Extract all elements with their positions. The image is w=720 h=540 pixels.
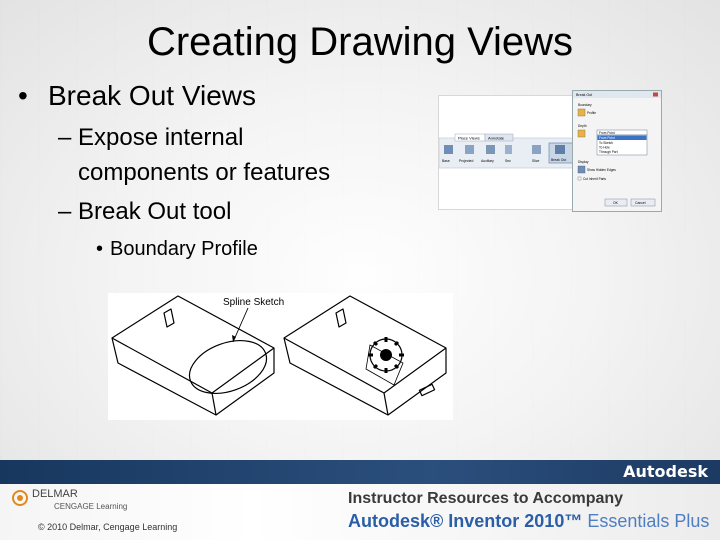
ribbon-screenshot-graphic: [439, 96, 577, 209]
dialog-depth-label: Depth: [578, 124, 587, 128]
slide-title: Creating Drawing Views: [146, 20, 574, 64]
dialog-display-label: Display: [578, 160, 589, 164]
right-part-outline: [284, 296, 446, 415]
dialog-graphic: [573, 91, 661, 211]
bullet-text: Boundary Profile: [110, 238, 258, 260]
dialog-auto-option: Cut Inherit Parts: [583, 177, 607, 181]
autodesk-logo: Autodesk: [623, 462, 708, 481]
dialog-depth-option: Through Part: [599, 150, 618, 154]
gear-cutaway: [366, 337, 404, 385]
ribbon-tab-place-views: Place Views: [458, 135, 480, 141]
dialog-depth-select: From Point: [599, 131, 615, 135]
bullet-text: Expose internal: [78, 124, 244, 151]
dialog-profile-label: Profile: [587, 111, 597, 115]
dialog-depth-option: To Sketch: [599, 141, 613, 145]
ribbon-tab-annotate: Annotate: [488, 135, 505, 141]
bullet-text: components or features: [78, 159, 331, 186]
dialog-boundary-label: Boundary: [578, 103, 592, 107]
ribbon-tool-label: Sec: [505, 159, 511, 163]
bullet-marker: –: [58, 198, 72, 225]
ribbon-tool-label: Projected: [459, 159, 474, 163]
copyright-text: © 2010 Delmar, Cengage Learning: [38, 522, 178, 532]
footer-banner: [0, 460, 720, 540]
left-part-outline: [112, 296, 274, 415]
spline-sketch-label: Spline Sketch: [223, 297, 285, 308]
product-title-bold: Autodesk® Inventor 2010™: [348, 511, 583, 531]
product-title: [348, 510, 709, 532]
ribbon-screenshot: [438, 95, 578, 210]
instructor-resources-text: Instructor Resources to Accompany: [348, 490, 624, 507]
delmar-wordmark: DELMAR: [32, 488, 78, 500]
dialog-display-option: Show Hidden Edges: [587, 168, 616, 172]
product-title-light: Essentials Plus: [587, 511, 710, 531]
footer-top-strip: [0, 460, 720, 484]
cengage-wordmark: CENGAGE Learning: [54, 502, 128, 511]
ribbon-tool-label: Auxiliary: [481, 159, 494, 163]
dialog-ok-button: OK: [613, 201, 618, 205]
dialog-depth-option: From Point: [599, 136, 615, 140]
dialog-title: Break Out: [576, 93, 593, 97]
breakout-dialog-screenshot: [572, 90, 662, 212]
ribbon-tool-label: Break Out: [551, 158, 567, 162]
dialog-cancel-button: Cancel: [635, 201, 646, 205]
bullet-text: Break Out Views: [48, 80, 257, 111]
ribbon-tool-label: Base: [442, 159, 450, 163]
drawing-graphic: [108, 293, 453, 420]
bullet-marker: •: [18, 80, 28, 111]
breakout-drawing: [108, 293, 453, 420]
bullet-text: Break Out tool: [78, 198, 232, 225]
bullet-marker: –: [58, 124, 72, 151]
delmar-logo-icon: [12, 490, 28, 506]
bullet-marker: •: [96, 238, 104, 260]
ribbon-tool-label: Slice: [532, 159, 540, 163]
dialog-depth-option: To Hole: [599, 145, 610, 150]
